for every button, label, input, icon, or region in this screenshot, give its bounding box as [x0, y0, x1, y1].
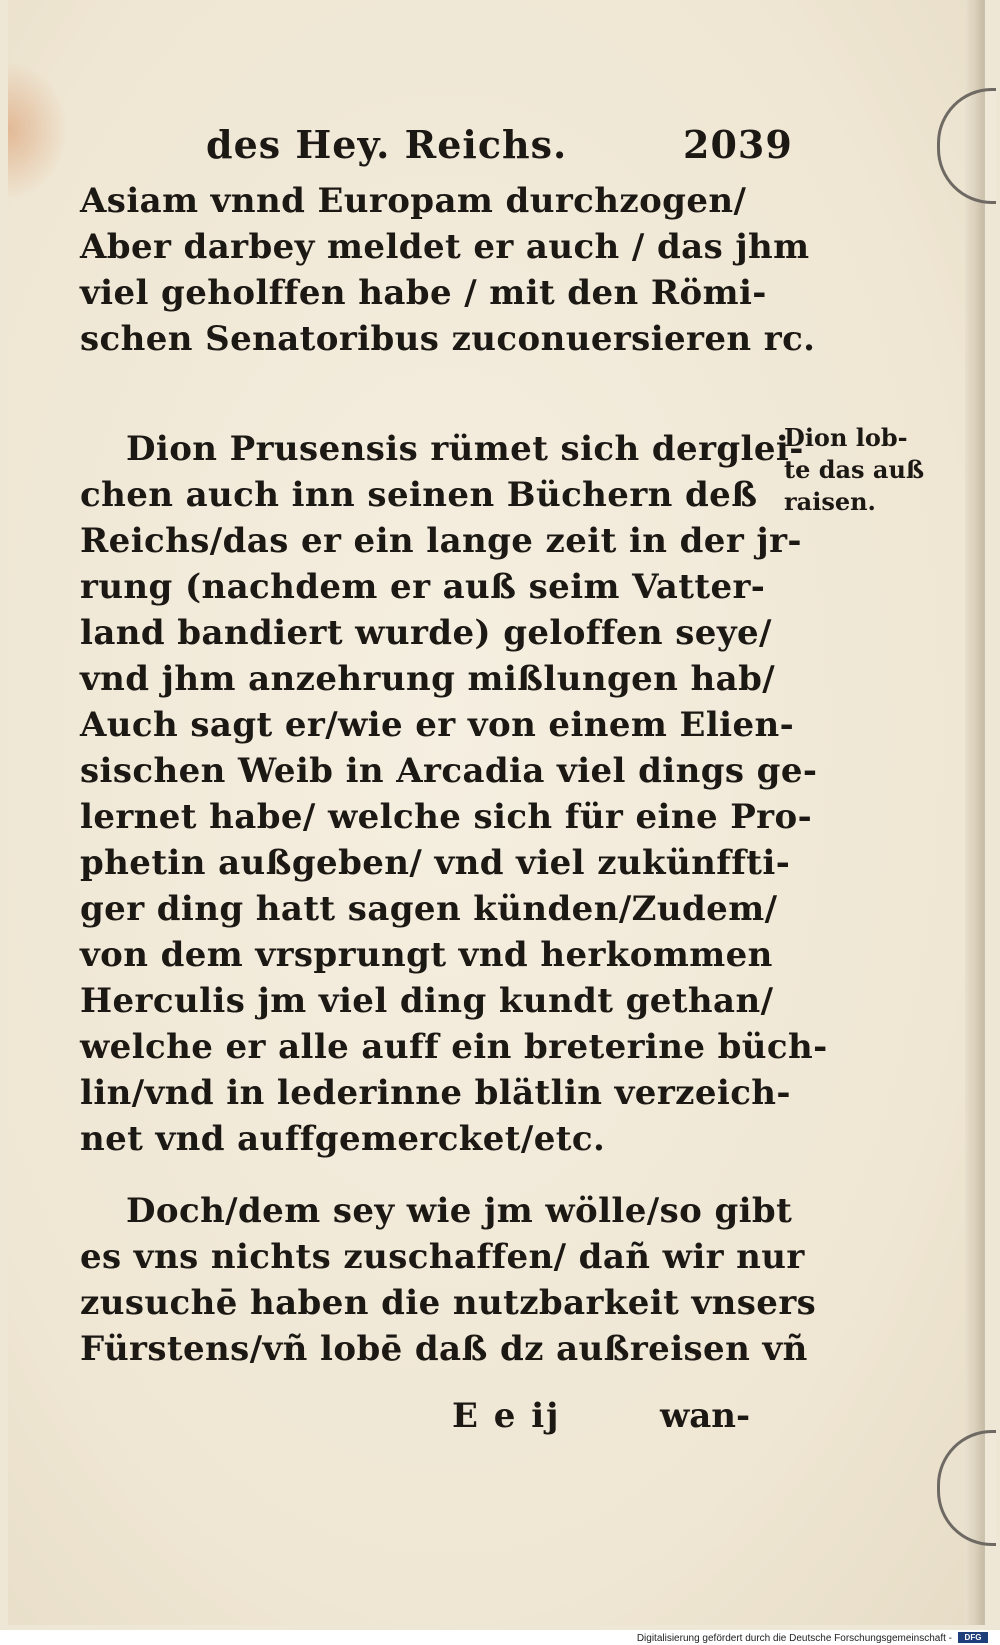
running-head: des Hey. Reichs. — [206, 122, 568, 167]
paragraph-2 — [80, 426, 828, 1162]
marginal-note-line: raisen. — [784, 487, 876, 516]
text-line: Herculis jm viel ding kundt gethan/ — [80, 981, 774, 1021]
dfg-logo: DFG — [958, 1632, 988, 1643]
text-line: schen Senatoribus zuconuersieren rc. — [80, 319, 816, 359]
paper-stain — [8, 60, 68, 200]
catchword: wan- — [660, 1396, 751, 1436]
text-line: rung (nachdem er auß seim Vatter- — [80, 567, 766, 607]
text-line: ger ding hatt sagen künden/Zudem/ — [80, 889, 778, 929]
book-page — [8, 0, 985, 1625]
text-line: lin/vnd in lederinne blätlin verzeich- — [80, 1073, 791, 1113]
text-line: lernet habe/ welche sich für eine Pro- — [80, 797, 813, 837]
text-line: Aber darbey meldet er auch / das jhm — [80, 227, 810, 267]
marginal-note — [784, 422, 934, 518]
text-line: viel geholffen habe / mit den Römi- — [80, 273, 767, 313]
text-line: sischen Weib in Arcadia viel dings ge- — [80, 751, 818, 791]
text-line: Dion Prusensis rümet sich derglei- — [126, 429, 804, 469]
text-line: land bandiert wurde) geloffen seye/ — [80, 613, 772, 653]
text-line: Doch/dem sey wie jm wölle/so gibt — [126, 1191, 793, 1231]
text-line: phetin außgeben/ vnd viel zukünffti- — [80, 843, 791, 883]
text-line: chen auch inn seinen Büchern deß — [80, 475, 758, 515]
text-line: net vnd auffgemercket/etc. — [80, 1119, 606, 1159]
text-line: vnd jhm anzehrung mißlungen hab/ — [80, 659, 776, 699]
marginal-note-line: Dion lob- — [784, 423, 908, 452]
paragraph-1 — [80, 178, 816, 362]
text-line: Auch sagt er/wie er von einem Elien- — [80, 705, 795, 745]
page-edge — [965, 0, 983, 1625]
text-line: Asiam vnnd Europam durchzogen/ — [80, 181, 747, 221]
marginal-note-line: te das auß — [784, 455, 925, 484]
folio-number: 2039 — [683, 122, 793, 167]
text-line: welche er alle auff ein breterine büch- — [80, 1027, 828, 1067]
funding-credit: Digitalisierung gefördert durch die Deutsche Forschungsgemeinschaft - — [636, 1633, 952, 1644]
text-line: von dem vrsprungt vnd herkommen — [80, 935, 773, 975]
text-line: Fürstens/vñ lobē daß dz außreisen vñ — [80, 1329, 808, 1369]
text-line: zusuchē haben die nutzbarkeit vnsers — [80, 1283, 817, 1323]
paragraph-3 — [80, 1188, 817, 1372]
text-line: es vns nichts zuschaffen/ dañ wir nur — [80, 1237, 805, 1277]
signature-mark: E e ij — [452, 1396, 561, 1436]
text-line: Reichs/das er ein lange zeit in der jr- — [80, 521, 802, 561]
